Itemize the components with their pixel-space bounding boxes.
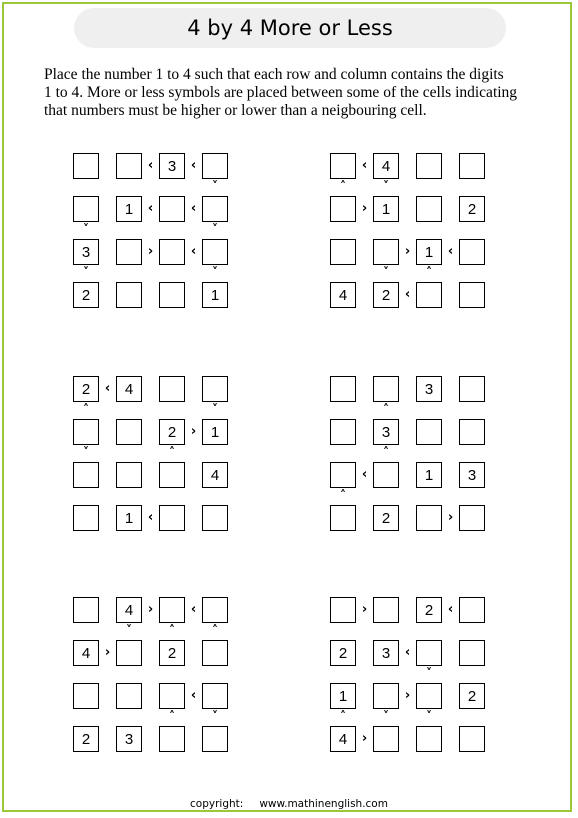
puzzle-cell[interactable] — [459, 239, 485, 265]
puzzle-cell[interactable] — [73, 505, 99, 531]
puzzle-cell[interactable] — [416, 419, 442, 445]
up-caret-symbol: ˄ — [340, 179, 346, 193]
puzzle-cell[interactable] — [73, 153, 99, 179]
greater-than-symbol: › — [404, 688, 411, 703]
less-than-symbol: ‹ — [404, 287, 411, 302]
puzzle-cell[interactable] — [116, 640, 142, 666]
up-caret-symbol: ˄ — [426, 265, 432, 279]
puzzle-cell[interactable] — [330, 505, 356, 531]
puzzle-cell[interactable] — [373, 239, 399, 265]
puzzle-cell[interactable] — [116, 282, 142, 308]
puzzle-cell[interactable] — [416, 726, 442, 752]
footer-copyright-label: copyright: — [190, 798, 244, 810]
up-caret-symbol: ˄ — [340, 488, 346, 502]
puzzle-cell[interactable]: 3 — [373, 419, 399, 445]
puzzle-cell[interactable]: 3 — [116, 726, 142, 752]
less-than-symbol: ‹ — [104, 381, 111, 396]
puzzle-cell[interactable]: 2 — [416, 597, 442, 623]
puzzle-cell[interactable] — [202, 239, 228, 265]
less-than-symbol: ‹ — [190, 244, 197, 259]
down-caret-symbol: ˅ — [212, 179, 218, 193]
up-caret-symbol: ˄ — [212, 623, 218, 637]
puzzle-cell[interactable] — [459, 282, 485, 308]
puzzle-cell[interactable] — [373, 683, 399, 709]
puzzle-cell[interactable] — [159, 282, 185, 308]
puzzle-cell[interactable]: 4 — [330, 282, 356, 308]
puzzle-cell[interactable]: 4 — [373, 153, 399, 179]
greater-than-symbol: › — [147, 244, 154, 259]
puzzle-5 — [73, 597, 233, 757]
puzzle-cell[interactable] — [116, 462, 142, 488]
puzzle-cell[interactable] — [416, 505, 442, 531]
less-than-symbol: ‹ — [147, 201, 154, 216]
puzzle-cell[interactable] — [116, 683, 142, 709]
puzzle-cell[interactable]: 4 — [116, 597, 142, 623]
puzzle-cell[interactable] — [373, 726, 399, 752]
puzzle-cell[interactable] — [459, 153, 485, 179]
page-title-text: 4 by 4 More or Less — [187, 16, 393, 40]
down-caret-symbol: ˅ — [426, 709, 432, 723]
greater-than-symbol: › — [104, 645, 111, 660]
puzzle-cell[interactable]: 1 — [416, 239, 442, 265]
puzzle-cell[interactable]: 2 — [73, 376, 99, 402]
puzzle-cell[interactable] — [202, 683, 228, 709]
puzzle-cell[interactable]: 3 — [416, 376, 442, 402]
less-than-symbol: ‹ — [147, 510, 154, 525]
puzzle-cell[interactable] — [73, 419, 99, 445]
puzzle-cell[interactable] — [202, 640, 228, 666]
puzzle-2 — [330, 153, 490, 313]
down-caret-symbol: ˅ — [426, 666, 432, 680]
instructions — [44, 66, 544, 120]
down-caret-symbol: ˅ — [212, 265, 218, 279]
puzzle-cell[interactable] — [416, 282, 442, 308]
puzzle-cell[interactable] — [116, 239, 142, 265]
puzzle-cell[interactable]: 2 — [159, 640, 185, 666]
puzzle-cell[interactable] — [159, 597, 185, 623]
greater-than-symbol: › — [447, 510, 454, 525]
puzzle-cell[interactable]: 4 — [73, 640, 99, 666]
down-caret-symbol: ˅ — [83, 265, 89, 279]
puzzle-cell[interactable]: 3 — [159, 153, 185, 179]
puzzle-cell[interactable]: 1 — [416, 462, 442, 488]
up-caret-symbol: ˄ — [169, 709, 175, 723]
puzzle-cell[interactable]: 2 — [73, 282, 99, 308]
puzzle-cell[interactable]: 1 — [330, 683, 356, 709]
puzzle-cell[interactable] — [159, 376, 185, 402]
puzzle-cell[interactable] — [73, 196, 99, 222]
less-than-symbol: ‹ — [190, 158, 197, 173]
footer — [0, 798, 578, 810]
puzzle-cell[interactable]: 2 — [373, 505, 399, 531]
puzzle-cell[interactable] — [330, 419, 356, 445]
puzzle-cell[interactable]: 3 — [373, 640, 399, 666]
puzzle-cell[interactable]: 4 — [202, 462, 228, 488]
puzzle-cell[interactable]: 2 — [73, 726, 99, 752]
less-than-symbol: ‹ — [447, 244, 454, 259]
footer-url-link[interactable]: www.mathinenglish.com — [259, 798, 388, 810]
down-caret-symbol: ˅ — [383, 179, 389, 193]
puzzle-cell[interactable] — [330, 196, 356, 222]
puzzle-6 — [330, 597, 490, 757]
puzzle-cell[interactable] — [202, 376, 228, 402]
puzzle-cell[interactable] — [459, 376, 485, 402]
page-title — [74, 8, 506, 48]
puzzle-cell[interactable] — [116, 153, 142, 179]
greater-than-symbol: › — [361, 201, 368, 216]
greater-than-symbol: › — [361, 602, 368, 617]
puzzle-cell[interactable] — [73, 597, 99, 623]
less-than-symbol: ‹ — [190, 201, 197, 216]
puzzle-cell[interactable] — [159, 726, 185, 752]
puzzle-cell[interactable] — [73, 683, 99, 709]
puzzle-cell[interactable] — [459, 726, 485, 752]
less-than-symbol: ‹ — [361, 158, 368, 173]
puzzle-cell[interactable] — [459, 419, 485, 445]
puzzle-cell[interactable] — [202, 726, 228, 752]
puzzle-3 — [73, 376, 233, 536]
less-than-symbol: ‹ — [190, 602, 197, 617]
puzzle-cell[interactable] — [416, 640, 442, 666]
puzzle-cell[interactable] — [159, 196, 185, 222]
puzzle-cell[interactable] — [373, 597, 399, 623]
puzzle-cell[interactable] — [159, 683, 185, 709]
puzzle-cell[interactable] — [159, 239, 185, 265]
less-than-symbol: ‹ — [447, 602, 454, 617]
greater-than-symbol: › — [404, 244, 411, 259]
down-caret-symbol: ˅ — [212, 709, 218, 723]
puzzle-cell[interactable]: 4 — [330, 726, 356, 752]
up-caret-symbol: ˄ — [383, 402, 389, 416]
puzzle-cell[interactable]: 1 — [202, 282, 228, 308]
puzzle-cell[interactable] — [202, 505, 228, 531]
puzzle-cell[interactable] — [373, 376, 399, 402]
puzzle-cell[interactable] — [330, 597, 356, 623]
greater-than-symbol: › — [147, 602, 154, 617]
down-caret-symbol: ˅ — [212, 222, 218, 236]
puzzle-cell[interactable] — [202, 196, 228, 222]
puzzle-cell[interactable]: 2 — [459, 683, 485, 709]
up-caret-symbol: ˄ — [169, 623, 175, 637]
puzzle-cell[interactable] — [459, 640, 485, 666]
puzzle-cell[interactable] — [459, 597, 485, 623]
up-caret-symbol: ˄ — [340, 709, 346, 723]
puzzle-cell[interactable] — [116, 419, 142, 445]
instructions-line-1: Place the number 1 to 4 such that each row and column contains the digits — [44, 66, 504, 83]
puzzle-4 — [330, 376, 490, 536]
puzzle-1 — [73, 153, 233, 313]
puzzle-cell[interactable]: 3 — [73, 239, 99, 265]
greater-than-symbol: › — [361, 731, 368, 746]
puzzle-cell[interactable]: 1 — [116, 505, 142, 531]
less-than-symbol: ‹ — [361, 467, 368, 482]
up-caret-symbol: ˄ — [83, 402, 89, 416]
puzzle-cell[interactable] — [330, 462, 356, 488]
puzzle-cell[interactable] — [330, 376, 356, 402]
less-than-symbol: ‹ — [404, 645, 411, 660]
puzzle-cell[interactable] — [459, 505, 485, 531]
down-caret-symbol: ˅ — [83, 222, 89, 236]
puzzle-cell[interactable]: 2 — [159, 419, 185, 445]
down-caret-symbol: ˅ — [383, 709, 389, 723]
puzzle-cell[interactable] — [159, 462, 185, 488]
puzzle-cell[interactable] — [73, 462, 99, 488]
greater-than-symbol: › — [190, 424, 197, 439]
down-caret-symbol: ˅ — [126, 623, 132, 637]
puzzle-cell[interactable] — [373, 462, 399, 488]
puzzle-cell[interactable] — [202, 153, 228, 179]
down-caret-symbol: ˅ — [212, 402, 218, 416]
puzzle-cell[interactable] — [202, 597, 228, 623]
puzzle-cell[interactable] — [159, 505, 185, 531]
less-than-symbol: ‹ — [190, 688, 197, 703]
puzzle-cell[interactable]: 1 — [202, 419, 228, 445]
puzzle-cell[interactable] — [330, 153, 356, 179]
puzzle-cell[interactable]: 3 — [459, 462, 485, 488]
puzzle-cell[interactable] — [330, 239, 356, 265]
puzzle-cell[interactable]: 2 — [459, 196, 485, 222]
puzzle-cell[interactable]: 2 — [373, 282, 399, 308]
puzzle-cell[interactable]: 2 — [330, 640, 356, 666]
puzzle-cell[interactable]: 1 — [373, 196, 399, 222]
puzzle-cell[interactable] — [416, 196, 442, 222]
puzzle-cell[interactable] — [416, 153, 442, 179]
puzzle-cell[interactable]: 4 — [116, 376, 142, 402]
down-caret-symbol: ˅ — [83, 445, 89, 459]
instructions-line-3: that numbers must be higher or lower than a neigbouring cell. — [44, 102, 427, 119]
less-than-symbol: ‹ — [147, 158, 154, 173]
up-caret-symbol: ˄ — [169, 445, 175, 459]
instructions-line-2: 1 to 4. More or less symbols are placed between some of the cells indicating — [44, 84, 518, 101]
puzzle-cell[interactable]: 1 — [116, 196, 142, 222]
up-caret-symbol: ˄ — [383, 445, 389, 459]
puzzle-cell[interactable] — [416, 683, 442, 709]
down-caret-symbol: ˅ — [383, 265, 389, 279]
